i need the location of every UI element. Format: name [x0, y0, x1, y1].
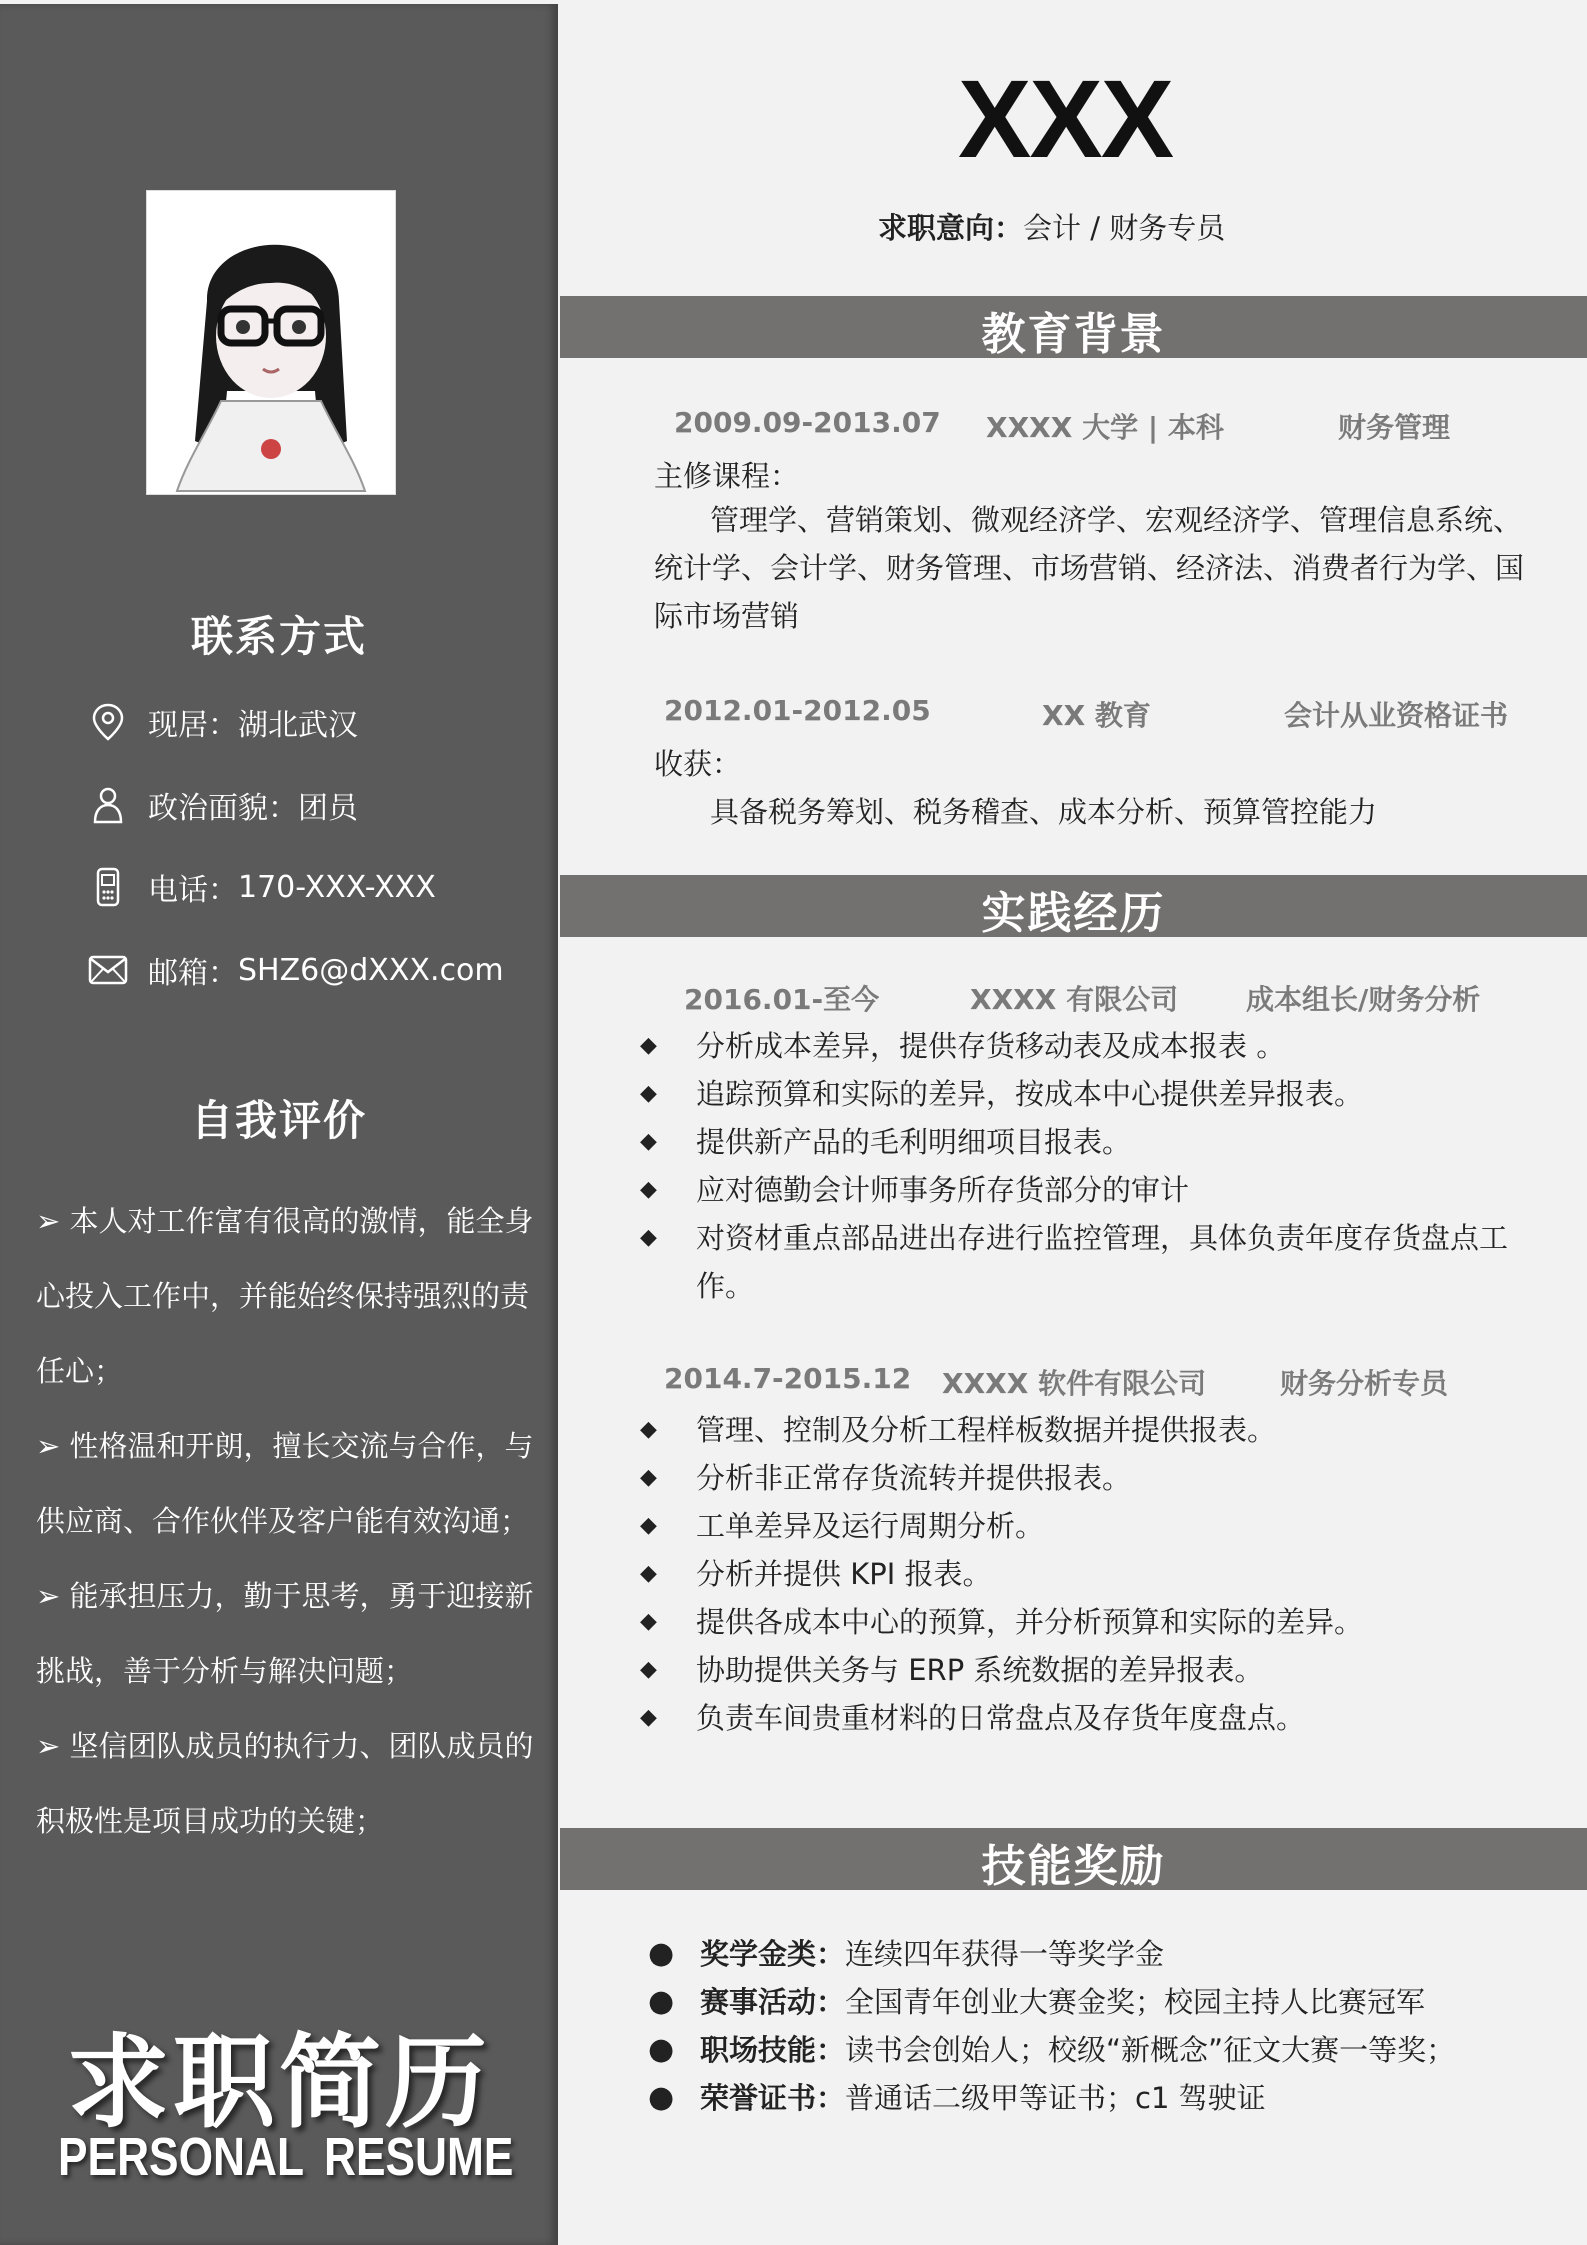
job-duties-list [640, 1022, 1540, 1310]
dot-bullet-icon: ● [648, 1936, 675, 1971]
location-icon [88, 702, 128, 742]
contact-location [88, 697, 358, 747]
list-item: ● 职场技能：读书会创始人；校级“新概念”征文大赛一等奖； [648, 2026, 1568, 2074]
list-item: ● 赛事活动：全国青年创业大赛金奖；校园主持人比赛冠军 [648, 1978, 1568, 2026]
job-date: 2016.01-至今 [684, 983, 880, 1016]
list-item: ◆ 工单差异及运行周期分析。 [640, 1502, 1540, 1550]
self-eval-item: ➢ 坚信团队成员的执行力、团队成员的积极性是项目成功的关键； [36, 1729, 534, 1838]
resume-big-title: 求职简历 [67, 2024, 491, 2143]
edu-school: XXXX 大学 | 本科 [986, 411, 1224, 444]
contact-political-label: 政治面貌： [148, 791, 298, 826]
diamond-bullet-icon: ◆ [640, 1657, 657, 1682]
list-item: ◆ 协助提供关务与 ERP 系统数据的差异报表。 [640, 1646, 1540, 1694]
edu-major: 财务管理 [1338, 411, 1451, 444]
list-item: ◆ 负责车间贵重材料的日常盘点及存货年度盘点。 [640, 1694, 1540, 1742]
dot-bullet-icon: ● [648, 1984, 675, 2019]
diamond-bullet-icon: ◆ [640, 1609, 657, 1634]
education-title: 教育背景 [981, 309, 1166, 360]
contact-phone [88, 862, 436, 912]
edu-courses-label: 主修课程： [654, 459, 800, 493]
contact-political [88, 780, 358, 830]
skills-list [648, 1930, 1568, 2122]
contact-phone-label: 电话： [148, 873, 238, 908]
skills-section-header [560, 1828, 1587, 1890]
dot-bullet-icon: ● [648, 2032, 675, 2067]
list-item: ◆ 管理、控制及分析工程样板数据并提供报表。 [640, 1406, 1540, 1454]
list-item: ● 荣誉证书：普通话二级甲等证书；c1 驾驶证 [648, 2074, 1568, 2122]
edu-certificate: 会计从业资格证书 [1284, 699, 1509, 732]
job-intent [878, 206, 1225, 247]
contact-heading: 联系方式 [190, 612, 367, 661]
resume-sub-personal: PERSONAL [58, 2127, 305, 2187]
mail-icon [88, 950, 128, 990]
job-company: XXXX 软件有限公司 [942, 1367, 1207, 1400]
list-item: ◆ 提供各成本中心的预算，并分析预算和实际的差异。 [640, 1598, 1540, 1646]
skills-title: 技能奖励 [981, 1841, 1166, 1892]
dot-bullet-icon: ● [648, 2080, 675, 2115]
self-eval-item: ➢ 能承担压力，勤于思考，勇于迎接新挑战，善于分析与解决问题； [36, 1579, 534, 1688]
job-intent-label: 求职意向： [878, 211, 1024, 245]
job-role: 成本组长/财务分析 [1246, 983, 1481, 1016]
edu-school: XX 教育 [1042, 699, 1151, 732]
practice-title: 实践经历 [981, 888, 1166, 939]
job-duties-list [640, 1406, 1540, 1742]
diamond-bullet-icon: ◆ [640, 1177, 657, 1202]
diamond-bullet-icon: ◆ [640, 1129, 657, 1154]
job-company: XXXX 有限公司 [970, 983, 1179, 1016]
person-icon [88, 785, 128, 825]
diamond-bullet-icon: ◆ [640, 1225, 657, 1250]
self-eval-item: ➢ 本人对工作富有很高的激情，能全身心投入工作中，并能始终保持强烈的责任心； [36, 1204, 534, 1388]
diamond-bullet-icon: ◆ [640, 1513, 657, 1538]
contact-email-value: SHZ6@dXXX.com [238, 952, 504, 988]
list-item: ◆ 分析非正常存货流转并提供报表。 [640, 1454, 1540, 1502]
diamond-bullet-icon: ◆ [640, 1081, 657, 1106]
edu-date: 2012.01-2012.05 [664, 694, 931, 727]
contact-email-label: 邮箱： [148, 956, 238, 991]
list-item: ◆ 提供新产品的毛利明细项目报表。 [640, 1118, 1540, 1166]
diamond-bullet-icon: ◆ [640, 1465, 657, 1490]
list-item: ◆ 对资材重点部品进出存进行监控管理，具体负责年度存货盘点工作。 [640, 1214, 1546, 1310]
list-item: ◆ 追踪预算和实际的差异，按成本中心提供差异报表。 [640, 1070, 1540, 1118]
contact-political-value: 团员 [298, 791, 358, 826]
edu-gain-label: 收获： [654, 747, 742, 781]
sidebar [0, 4, 558, 2245]
self-eval-item: ➢ 性格温和开朗，擅长交流与合作，与供应商、合作伙伴及客户能有效沟通； [36, 1429, 534, 1538]
job-intent-value: 会计 / 财务专员 [1023, 211, 1226, 245]
self-eval-list [36, 1184, 536, 1859]
job-role: 财务分析专员 [1280, 1367, 1449, 1400]
avatar [146, 190, 396, 495]
list-item: ● 奖学金类：连续四年获得一等奖学金 [648, 1930, 1568, 1978]
self-eval-heading: 自我评价 [190, 1096, 367, 1145]
edu-gain-text: 具备税务筹划、税务稽查、成本分析、预算管控能力 [710, 795, 1378, 829]
contact-phone-value: 170-XXX-XXX [238, 869, 436, 905]
candidate-name: XXX [958, 58, 1173, 181]
diamond-bullet-icon: ◆ [640, 1417, 657, 1442]
contact-email [88, 945, 504, 995]
list-item: ◆ 分析并提供 KPI 报表。 [640, 1550, 1540, 1598]
practice-section-header [560, 875, 1587, 937]
edu-courses-text: 管理学、营销策划、微观经济学、宏观经济学、管理信息系统、统计学、会计学、财务管理、市场营销、经济法、消费者行为学、国际市场营销 [654, 503, 1525, 633]
edu-date: 2009.09-2013.07 [674, 406, 941, 439]
diamond-bullet-icon: ◆ [640, 1561, 657, 1586]
diamond-bullet-icon: ◆ [640, 1033, 657, 1058]
avatar-illustration [147, 191, 395, 494]
phone-icon [88, 867, 128, 907]
diamond-bullet-icon: ◆ [640, 1705, 657, 1730]
education-section-header [560, 296, 1587, 358]
list-item: ◆ 分析成本差异，提供存货移动表及成本报表 。 [640, 1022, 1540, 1070]
contact-location-label: 现居： [148, 708, 238, 743]
contact-location-value: 湖北武汉 [238, 708, 358, 743]
list-item: ◆ 应对德勤会计师事务所存货部分的审计 [640, 1166, 1540, 1214]
resume-sub-resume: RESUME [324, 2127, 514, 2187]
job-date: 2014.7-2015.12 [664, 1362, 912, 1395]
